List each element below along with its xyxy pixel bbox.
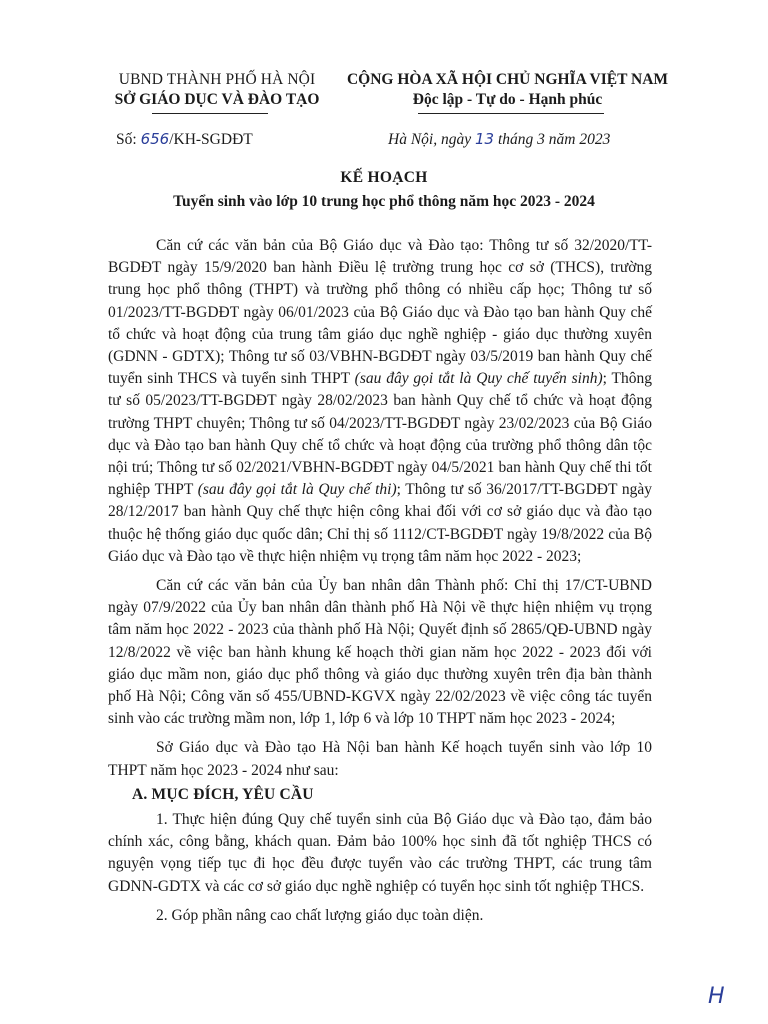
issuing-authority-block <box>92 70 342 110</box>
date-handwritten-day: 13 <box>474 130 495 148</box>
paragraph-legal-basis-city: Căn cứ các văn bản của Ủy ban nhân dân Thành phố: Chỉ thị 17/CT-UBND ngày 07/9/2022 của Ủy ban nhân dân thành phố Hà Nội về thực hiện nhiệm vụ trọng tâm năm học 2022 - 2023 của thành phố Hà Nội; Quyết định số 2865/QĐ-UBND ngày 12/8/2022 về việc ban hành khung kế hoạch thời gian năm học 2022 - 2023 đối với giáo dục mầm non, giáo dục phổ thông và giáo dục thường xuyên trên địa bàn thành phố Hà Nội; Công văn số 455/UBND-KGVX ngày 22/02/2023 về việc công tác tuyển sinh vào các trường mầm non, lớp 1, lớp 6 và lớp 10 THPT năm học 2023 - 2024; <box>108 577 652 728</box>
date-suffix: tháng 3 năm 2023 <box>494 131 611 148</box>
list-item-2: 2. Góp phần nâng cao chất lượng giáo dục toàn diện. <box>156 906 484 924</box>
document-number-prefix: Số: <box>116 131 141 148</box>
document-subtitle: Tuyển sinh vào lớp 10 trung học phổ thông năm học 2023 - 2024 <box>173 193 595 210</box>
document-number-handwritten: 656 <box>140 130 170 148</box>
document-date <box>388 129 610 150</box>
header-left-underline <box>152 113 268 114</box>
list-item-1: 1. Thực hiện đúng Quy chế tuyển sinh của Bộ Giáo dục và Đào tạo, đảm bảo chính xác, công bằng, khách quan. Đảm bảo 100% học sinh đã tốt nghiệp THCS có nguyện vọng tiếp tục đi học đều được tuyển vào các trường THPT, các trung tâm GDNN-GDTX và các cơ sở giáo dục nghề nghiệp có tuyển học sinh tốt nghiệp THCS. <box>108 811 652 895</box>
country-name: CỘNG HÒA XÃ HỘI CHỦ NGHĨA VIỆT NAM <box>346 71 669 88</box>
document-body <box>108 235 652 927</box>
header-right-underline <box>418 113 604 114</box>
document-number-suffix: /KH-SGDĐT <box>169 131 253 148</box>
document-title: KẾ HOẠCH <box>340 169 428 186</box>
paragraph-legal-basis-ministry: Căn cứ các văn bản của Bộ Giáo dục và Đào tạo: Thông tư số 32/2020/TT-BGDĐT ngày 15/9/2020 ban hành Điều lệ trường trung học cơ sở (THCS), trường trung học phổ thông (THPT) và trường phổ thông có nhiều cấp học; Thông tư số 01/2023/TT-BGDĐT ngày 06/01/2023 của Bộ Giáo dục và Đào tạo ban hành Quy chế tổ chức và hoạt động của trung tâm giáo dục nghề nghiệp - giáo dục thường xuyên (GDNN - GDTX); Thông tư số 03/VBHN-BGDĐT ngày 03/5/2019 ban hành Quy chế tuyển sinh THCS và tuyển sinh THPT (sau đây gọi tắt là Quy chế tuyển sinh); Thông tư số 05/2023/TT-BGDĐT ngày 28/02/2023 ban hành Quy chế tổ chức và hoạt động trường THPT chuyên; Thông tư số 04/2023/TT-BGDĐT ngày 23/02/2023 của Bộ Giáo dục và Đào tạo ban hành Quy chế tổ chức và hoạt động của trường phổ thông dân tộc nội trú; Thông tư số 02/2021/VBHN-BGDĐT ngày 04/5/2021 ban hành Quy chế thi tốt nghiệp THPT (sau đây gọi tắt là Quy chế thi); Thông tư số 36/2017/TT-BGDĐT ngày 28/12/2017 ban hành Quy chế thực hiện công khai đối với cơ sở giáo dục và đào tạo thuộc hệ thống giáo dục quốc dân; Chỉ thị số 1112/CT-BGDĐT ngày 19/8/2022 của Bộ Giáo dục và Đào tạo về thực hiện nhiệm vụ trọng tâm năm học 2022 - 2023; <box>108 237 652 565</box>
issuing-department: SỞ GIÁO DỤC VÀ ĐÀO TẠO <box>114 91 320 108</box>
handwritten-initial: H <box>708 984 725 1009</box>
italic-note-exam-rules: (sau đây gọi tắt là Quy chế thi) <box>197 481 397 499</box>
document-number <box>116 129 253 150</box>
date-prefix: Hà Nội, ngày <box>388 131 475 148</box>
italic-note-admission-rules: (sau đây gọi tắt là Quy chế tuyển sinh) <box>354 370 603 388</box>
national-heading-block <box>345 70 670 110</box>
issuing-org: UBND THÀNH PHỐ HÀ NỘI <box>118 71 316 88</box>
paragraph-announcement: Sở Giáo dục và Đào tạo Hà Nội ban hành Kế hoạch tuyển sinh vào lớp 10 THPT năm học 2023 - 2024 như sau: <box>108 739 652 779</box>
national-motto: Độc lập - Tự do - Hạnh phúc <box>412 91 603 108</box>
section-heading-a: A. MỤC ĐÍCH, YÊU CẦU <box>132 785 314 803</box>
